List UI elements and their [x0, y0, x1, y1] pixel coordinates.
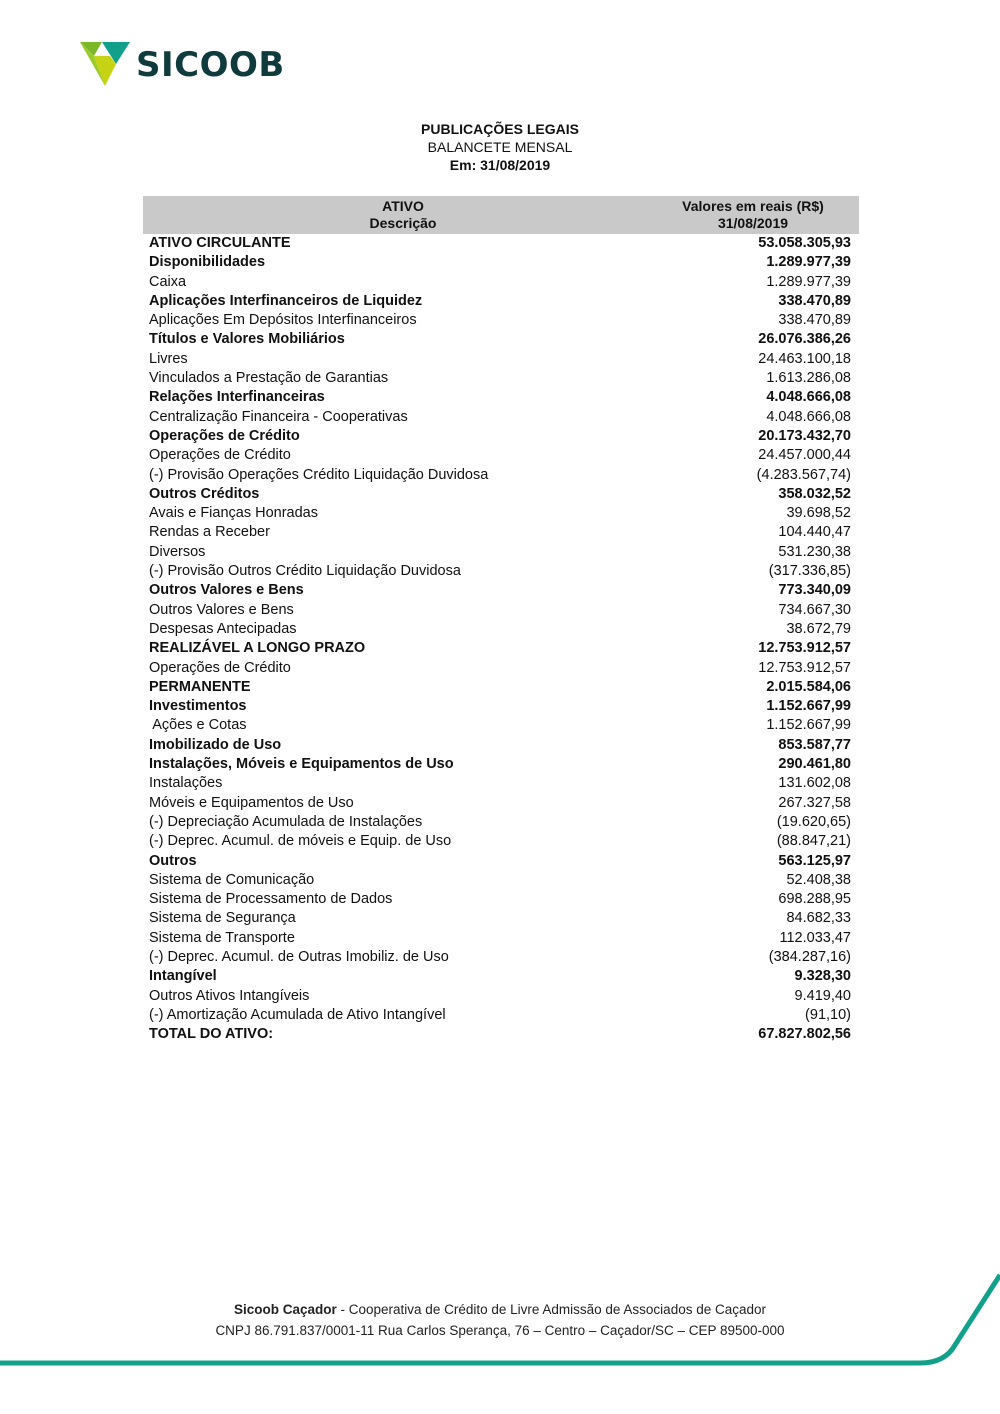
table-row — [143, 350, 859, 369]
row-value: 53.058.305,93 — [758, 235, 851, 251]
table-row — [143, 794, 859, 813]
row-description: REALIZÁVEL A LONGO PRAZO — [149, 640, 366, 657]
table-row — [143, 562, 859, 581]
table-row — [143, 716, 859, 735]
table-row — [143, 774, 859, 793]
table-row — [143, 987, 859, 1006]
table-row — [143, 1006, 859, 1025]
footer-curve-decoration — [0, 1265, 1000, 1375]
row-description: Outros Créditos — [149, 485, 260, 502]
table-row — [143, 466, 859, 485]
footer-company-desc: - Cooperativa de Crédito de Livre Admissão de Associados de Caçador — [336, 1302, 767, 1317]
table-row — [143, 697, 859, 716]
row-description: (-) Depreciação Acumulada de Instalações — [149, 813, 423, 830]
row-description: (-) Provisão Operações Crédito Liquidação Duvidosa — [149, 466, 489, 483]
row-description: (-) Amortização Acumulada de Ativo Intangível — [149, 1006, 446, 1023]
row-description: Operações de Crédito — [149, 659, 291, 676]
table-row — [143, 253, 859, 272]
table-row — [143, 369, 859, 388]
row-description: Vinculados a Prestação de Garantias — [149, 370, 389, 387]
row-value: 4.048.666,08 — [766, 389, 851, 406]
row-value: 4.048.666,08 — [766, 408, 851, 425]
row-description: Outros — [149, 852, 197, 869]
table-row — [143, 543, 859, 562]
table-row — [143, 234, 859, 253]
row-description: Sistema de Transporte — [149, 929, 295, 946]
table-row — [143, 929, 859, 948]
row-value: 1.613.286,08 — [766, 370, 851, 387]
row-description: Operações de Crédito — [149, 447, 291, 464]
row-description: Livres — [149, 350, 188, 367]
row-description: Ações e Cotas — [149, 717, 247, 734]
header-description — [333, 198, 473, 232]
balance-table — [143, 196, 859, 1044]
table-row — [143, 832, 859, 851]
table-row — [143, 909, 859, 928]
row-value: 104.440,47 — [778, 524, 851, 541]
table-row — [143, 446, 859, 465]
table-row — [143, 388, 859, 407]
table-row — [143, 292, 859, 311]
row-value: (384.287,16) — [768, 948, 851, 965]
row-value: 734.667,30 — [778, 601, 851, 618]
table-row — [143, 639, 859, 658]
row-value: (4.283.567,74) — [756, 466, 851, 483]
row-description: Instalações — [149, 775, 223, 792]
row-description: Rendas a Receber — [149, 524, 270, 541]
row-description: Despesas Antecipadas — [149, 620, 297, 637]
table-row — [143, 755, 859, 774]
row-description: Outros Valores e Bens — [149, 601, 294, 618]
title-publicacoes: PUBLICAÇÕES LEGAIS — [421, 121, 579, 137]
row-description: Sistema de Processamento de Dados — [149, 891, 393, 908]
row-value: (317.336,85) — [768, 563, 851, 580]
row-value: 9.328,30 — [794, 968, 851, 985]
table-row — [143, 967, 859, 986]
row-value: 84.682,33 — [786, 910, 851, 927]
table-row — [143, 273, 859, 292]
table-row — [143, 581, 859, 600]
row-value: 2.015.584,06 — [766, 678, 851, 695]
row-description: Imobilizado de Uso — [149, 736, 282, 753]
header-ativo: ATIVO — [382, 198, 424, 214]
row-description: Móveis e Equipamentos de Uso — [149, 794, 354, 811]
table-row — [143, 736, 859, 755]
row-description: (-) Provisão Outros Crédito Liquidação Duvidosa — [149, 563, 461, 580]
row-description: Aplicações Interfinanceiros de Liquidez — [149, 292, 423, 309]
row-description: Instalações, Móveis e Equipamentos de Uso — [149, 756, 454, 773]
table-row — [143, 601, 859, 620]
table-row — [143, 852, 859, 871]
row-description: (-) Deprec. Acumul. de Outras Imobiliz. de Uso — [149, 948, 449, 965]
row-description: Títulos e Valores Mobiliários — [149, 331, 345, 348]
brand-name: SICOOB — [136, 45, 285, 85]
table-row — [143, 678, 859, 697]
row-description: Outros Valores e Bens — [149, 582, 304, 599]
row-value: 9.419,40 — [794, 987, 851, 1004]
row-value: 24.457.000,44 — [758, 447, 851, 464]
row-description: Centralização Financeira - Cooperativas — [149, 408, 408, 425]
row-description: (-) Deprec. Acumul. de móveis e Equip. de Uso — [149, 833, 452, 850]
table-row — [143, 330, 859, 349]
row-description: PERMANENTE — [149, 678, 251, 695]
row-value: 267.327,58 — [778, 794, 851, 811]
row-value: 1.152.667,99 — [766, 698, 851, 715]
row-value: 67.827.802,56 — [758, 1026, 851, 1043]
table-row — [143, 485, 859, 504]
row-value: 338.470,89 — [778, 312, 851, 329]
footer-line2: CNPJ 86.791.837/0001-11 Rua Carlos Sperança, 76 – Centro – Caçador/SC – CEP 89500-000 — [215, 1323, 785, 1338]
document-title — [0, 120, 1000, 174]
row-description: Diversos — [149, 543, 206, 560]
row-description: Aplicações Em Depósitos Interfinanceiros — [149, 312, 417, 329]
header-descricao: Descrição — [369, 215, 437, 231]
row-description: TOTAL DO ATIVO: — [149, 1026, 274, 1043]
header-values — [653, 198, 853, 232]
header-valores: Valores em reais (R$) — [682, 198, 824, 214]
table-row — [143, 311, 859, 330]
row-description: Relações Interfinanceiras — [149, 389, 325, 406]
row-description: Operações de Crédito — [149, 427, 300, 444]
row-value: 38.672,79 — [786, 620, 851, 637]
footer-company: Sicoob Caçador — [233, 1302, 337, 1317]
header-date: 31/08/2019 — [717, 215, 789, 231]
row-value: 358.032,52 — [778, 485, 851, 502]
table-row — [143, 813, 859, 832]
table-body — [143, 234, 859, 1044]
row-value: 12.753.912,57 — [758, 659, 851, 676]
row-description: Intangível — [149, 968, 217, 985]
row-value: 563.125,97 — [778, 852, 851, 869]
table-row — [143, 504, 859, 523]
row-value: (91,10) — [805, 1006, 851, 1023]
row-value: 853.587,77 — [778, 736, 851, 753]
row-value: 112.033,47 — [779, 929, 851, 946]
row-value: 290.461,80 — [778, 756, 851, 773]
row-value: (88.847,21) — [776, 833, 851, 850]
row-value: 131.602,08 — [778, 775, 851, 792]
row-value: 531.230,38 — [778, 543, 851, 560]
row-value: 20.173.432,70 — [758, 427, 851, 444]
row-value: 1.289.977,39 — [766, 254, 851, 271]
row-description: Sistema de Comunicação — [149, 871, 315, 888]
row-description: Outros Ativos Intangíveis — [149, 987, 310, 1004]
row-value: 12.753.912,57 — [758, 640, 851, 657]
table-row — [143, 948, 859, 967]
table-row — [143, 408, 859, 427]
row-value: 39.698,52 — [786, 505, 851, 522]
table-row — [143, 620, 859, 639]
table-row — [143, 523, 859, 542]
sicoob-logo — [80, 40, 290, 90]
title-date: Em: 31/08/2019 — [449, 157, 551, 173]
row-value: 1.152.667,99 — [766, 717, 851, 734]
row-value: 52.408,38 — [786, 871, 851, 888]
table-row — [143, 890, 859, 909]
row-description: Sistema de Segurança — [149, 910, 296, 927]
table-row — [143, 1025, 859, 1044]
row-value: 338.470,89 — [778, 292, 851, 309]
table-row — [143, 659, 859, 678]
row-description: ATIVO CIRCULANTE — [149, 235, 291, 251]
table-header — [143, 196, 859, 234]
row-value: 773.340,09 — [778, 582, 851, 599]
row-description: Avais e Fianças Honradas — [149, 505, 318, 522]
sicoob-triangle-logo-icon — [80, 42, 130, 88]
table-row — [143, 871, 859, 890]
row-value: (19.620,65) — [776, 813, 851, 830]
title-balancete: BALANCETE MENSAL — [427, 139, 573, 155]
table-row — [143, 427, 859, 446]
row-description: Caixa — [149, 273, 187, 290]
row-value: 24.463.100,18 — [758, 350, 851, 367]
row-value: 1.289.977,39 — [766, 273, 851, 290]
row-value: 26.076.386,26 — [758, 331, 851, 348]
row-description: Disponibilidades — [149, 254, 266, 271]
row-description: Investimentos — [149, 698, 247, 715]
row-value: 698.288,95 — [778, 891, 851, 908]
